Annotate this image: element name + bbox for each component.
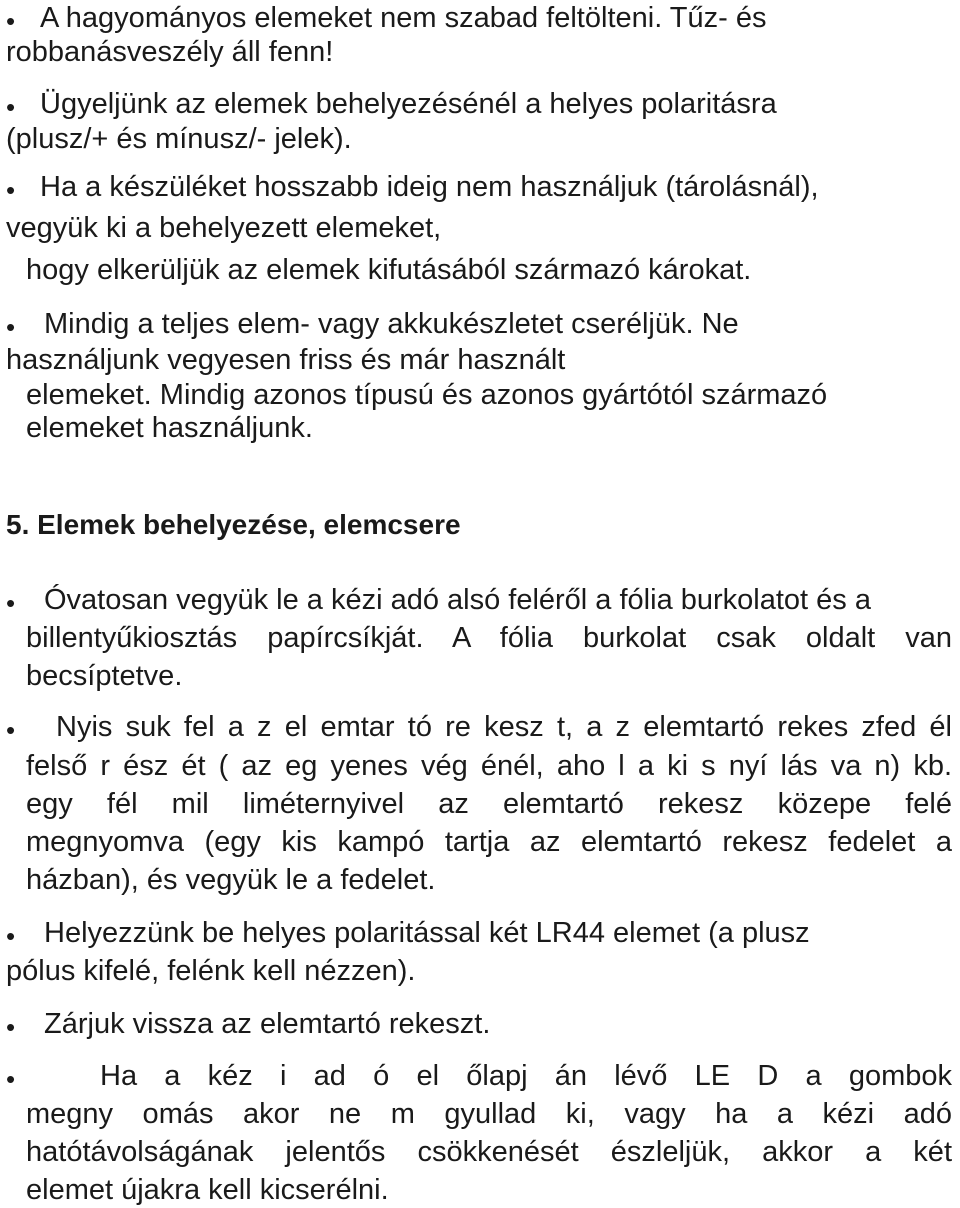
bullet: • — [6, 1064, 16, 1094]
bullet: • — [6, 921, 16, 951]
text-line: házban), és vegyük le a fedelet. — [26, 864, 436, 896]
text-line: robbanásveszély áll fenn! — [6, 36, 334, 68]
text-line: hogy elkerüljük az elemek kifutásából származó károkat. — [26, 254, 752, 286]
bullet: • — [6, 1012, 16, 1042]
text-line: hatótávolságának jelentős csökkenését észleljük, akkor a két — [26, 1136, 952, 1168]
text-line: használjunk vegyesen friss és már használt — [6, 344, 566, 376]
text-line: Ügyeljünk az elemek behelyezésénél a helyes polaritásra — [40, 88, 777, 120]
text-line: elemeket használjunk. — [26, 412, 313, 444]
text-line: Ha a készüléket hosszabb ideig nem használjuk (tárolásnál), — [40, 171, 819, 203]
text-line: pólus kifelé, felénk kell nézzen). — [6, 955, 416, 987]
text-line: A hagyományos elemeket nem szabad feltölteni. Tűz- és — [40, 2, 767, 34]
text-line: felső r ész ét ( az eg yenes vég énél, aho l a ki s nyí lás va n) kb. — [26, 750, 952, 782]
section-heading: 5. Elemek behelyezése, elemcsere — [6, 509, 461, 540]
bullet: • — [6, 715, 16, 745]
text-line: vegyük ki a behelyezett elemeket, — [6, 212, 442, 244]
text-line: megny omás akor ne m gyullad ki, vagy ha a kézi adó — [26, 1098, 952, 1130]
text-line: megnyomva (egy kis kampó tartja az elemtartó rekesz fedelet a — [26, 826, 952, 858]
text-line: Zárjuk vissza az elemtartó rekeszt. — [44, 1008, 491, 1040]
text-line: Nyis suk fel a z el emtar tó re kesz t, a z elemtartó rekes zfed él — [56, 711, 952, 743]
bullet: • — [6, 312, 16, 342]
text-line: elemet újakra kell kicserélni. — [26, 1174, 389, 1206]
text-line: (plusz/+ és mínusz/- jelek). — [6, 123, 352, 155]
text-line: Óvatosan vegyük le a kézi adó alsó feléről a fólia burkolatot és a — [44, 584, 871, 616]
text-line: Helyezzünk be helyes polaritással két LR44 elemet (a plusz — [44, 917, 810, 949]
text-line: Mindig a teljes elem- vagy akkukészletet cseréljük. Ne — [44, 308, 739, 340]
bullet: • — [6, 92, 16, 122]
text-line: becsíptetve. — [26, 660, 183, 692]
bullet: • — [6, 588, 16, 618]
text-line: Ha a kéz i ad ó el őlapj án lévő LE D a gombok — [100, 1060, 952, 1092]
bullet: • — [6, 175, 16, 205]
text-line: elemeket. Mindig azonos típusú és azonos gyártótól származó — [26, 379, 828, 411]
text-line: billentyűkiosztás papírcsíkját. A fólia burkolat csak oldalt van — [26, 622, 952, 654]
bullet: • — [6, 6, 16, 36]
text-line: egy fél mil liméternyivel az elemtartó rekesz közepe felé — [26, 788, 952, 820]
